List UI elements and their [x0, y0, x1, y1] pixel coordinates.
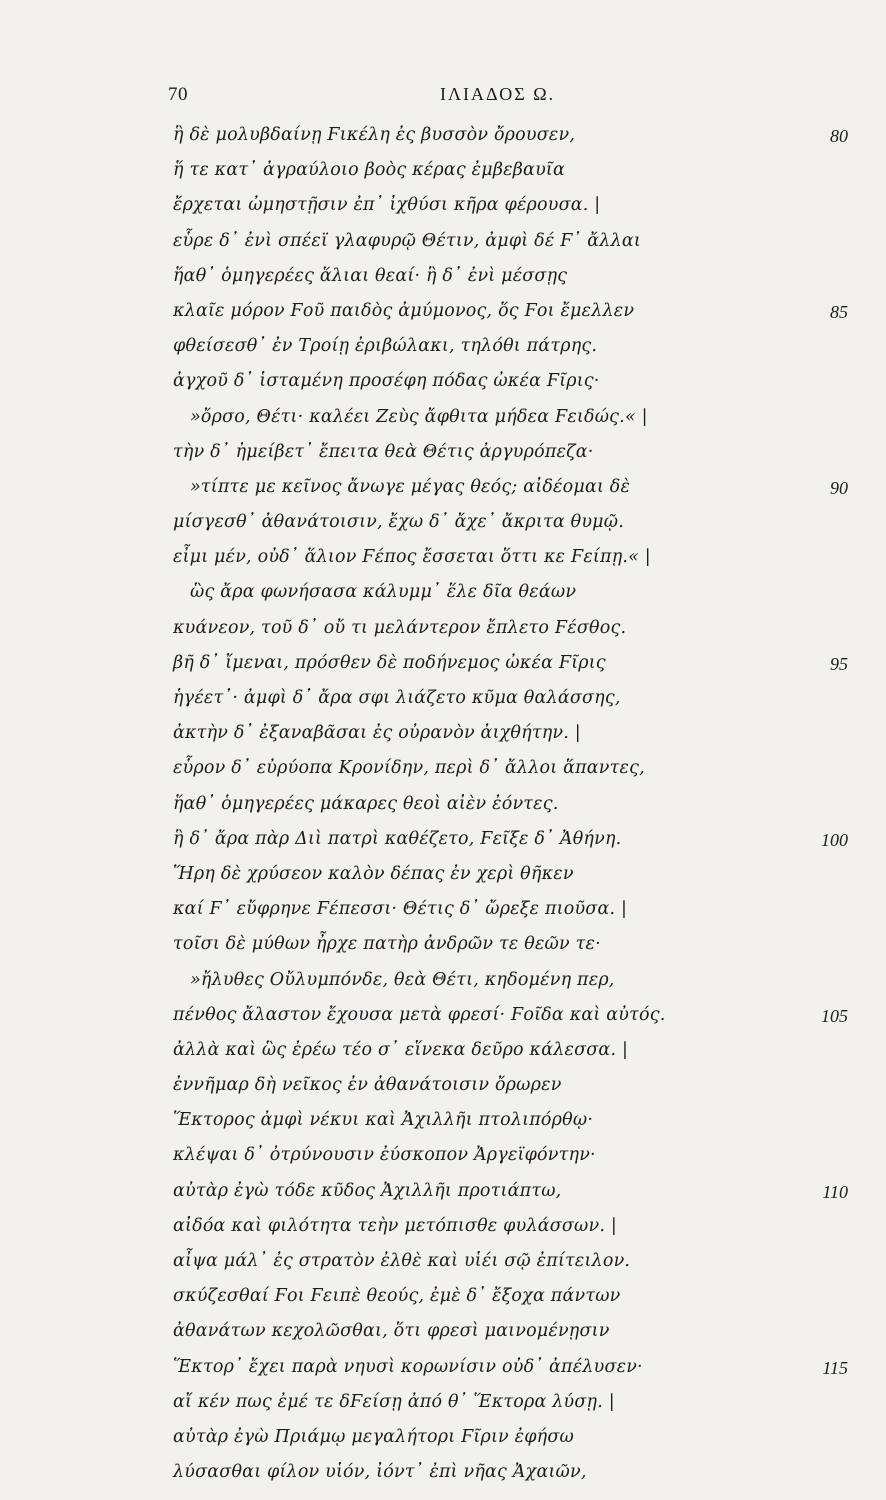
verse-line [0, 226, 886, 261]
verse-line [0, 542, 886, 577]
verse-text: αἶψα μάλ᾽ ἐς στρατὸν ἐλθὲ καὶ υἱέι σῷ ἐπίτειλον. [173, 1251, 631, 1271]
verse-text: αὐτὰρ ἐγὼ Πριάμῳ μεγαλήτορι Ϝῖριν ἐφήσω [173, 1426, 574, 1447]
verse-line [0, 331, 886, 366]
verse-line [0, 190, 886, 225]
verse-line [0, 718, 886, 753]
verse-line [0, 789, 886, 824]
verse-text: σκύζεσθαί Ϝοι Ϝειπὲ θεούς, ἐμὲ δ᾽ ἔξοχα πάντων [173, 1286, 621, 1307]
verse-text: βῆ δ᾽ ἴμεναι, πρόσθεν δὲ ποδήνεμος ὠκέα Ϝῖρις [173, 652, 606, 673]
verse-line [0, 1176, 886, 1211]
line-number: 90 [830, 477, 848, 498]
page-number: 70 [168, 84, 188, 105]
verse-text: κλαῖε μόρον Ϝοῦ παιδὸς ἀμύμονος, ὅς Ϝοι ἔμελλεν [173, 300, 635, 321]
verse-line [0, 613, 886, 648]
line-number: 80 [830, 126, 848, 146]
verse-line [0, 155, 886, 190]
verse-line [0, 1000, 886, 1035]
verse-line [0, 577, 886, 612]
verse-text: τοῖσι δὲ μύθων ἦρχε πατὴρ ἀνδρῶν τε θεῶν τε· [173, 934, 601, 955]
verse-line [0, 366, 886, 401]
verse-line [0, 1140, 886, 1175]
verse-block [0, 120, 886, 1492]
line-number: 110 [822, 1181, 848, 1202]
line-number: 95 [830, 653, 848, 674]
verse-line [0, 437, 886, 472]
verse-line [0, 507, 886, 542]
verse-line [0, 296, 886, 331]
verse-text: φθείσεσθ᾽ ἐν Τροίῃ ἐριβώλακι, τηλόθι πάτρης. [173, 336, 598, 357]
verse-text: κυάνεον, τοῦ δ᾽ οὔ τι μελάντερον ἔπλετο Ϝέσθος. [173, 617, 627, 638]
verse-text: καί Ϝ᾽ εὔφρηνε Ϝέπεσσι· Θέτις δ᾽ ὤρεξε πιοῦσα. | [173, 899, 628, 920]
verse-line [0, 1352, 886, 1387]
verse-text: »ὄρσο, Θέτι· καλέει Ζεὺς ἄφθιτα μήδεα Ϝειδώς.« | [190, 406, 648, 427]
verse-text: πένθος ἄλαστον ἔχουσα μετὰ φρεσί· Ϝοῖδα καὶ αὐτός. [173, 1004, 666, 1025]
running-head [168, 84, 858, 114]
verse-text: ἣ δὲ μολυβδαίνῃ Ϝικέλη ἐς βυσσὸν ὄρουσεν, [173, 125, 576, 145]
verse-text: ἣ δ᾽ ἄρα πὰρ Διὶ πατρὶ καθέζετο, Ϝεῖξε δ᾽ Ἀθήνη. [173, 828, 622, 849]
verse-text: αἴ κέν πως ἐμέ τε δϜείσῃ ἀπό θ᾽ Ἕκτορα λύσῃ. | [173, 1391, 615, 1412]
verse-text: ἡγέετ᾽· ἀμφὶ δ᾽ ἄρα σφι λιάζετο κῦμα θαλάσσης, [173, 688, 621, 708]
verse-line [0, 1211, 886, 1246]
verse-text: »ἤλυθες Οὔλυμπόνδε, θεὰ Θέτι, κηδομένη περ, [190, 969, 615, 990]
line-number: 115 [822, 1357, 848, 1378]
verse-text: λύσασθαι φίλον υἱόν, ἰόντ᾽ ἐπὶ νῆας Ἀχαιῶν, [173, 1462, 587, 1483]
verse-text: Ἕκτορ᾽ ἔχει παρὰ νηυσὶ κορωνίσιν οὐδ᾽ ἀπέλυσεν· [173, 1356, 643, 1377]
verse-line [0, 120, 886, 155]
verse-line [0, 1281, 886, 1316]
verse-text: ὣς ἄρα φωνήσασα κάλυμμ᾽ ἕλε δῖα θεάων [190, 582, 577, 603]
verse-text: ἥ τε κατ᾽ ἀγραύλοιο βοὸς κέρας ἐμβεβαυῖα [173, 160, 565, 181]
verse-line [0, 965, 886, 1000]
verse-line [0, 1422, 886, 1457]
verse-text: κλέψαι δ᾽ ὀτρύνουσιν ἐύσκοπον Ἀργεϊφόντην· [173, 1145, 596, 1166]
verse-line [0, 929, 886, 964]
verse-line [0, 648, 886, 683]
verse-line [0, 1105, 886, 1140]
verse-text: Ἕκτορος ἀμφὶ νέκυι καὶ Ἀχιλλῆι πτολιπόρθῳ· [173, 1110, 594, 1131]
verse-line [0, 1035, 886, 1070]
verse-line [0, 1387, 886, 1422]
line-number: 100 [821, 829, 848, 850]
verse-text: ἀκτὴν δ᾽ ἐξαναβᾶσαι ἐς οὐρανὸν ἀιχθήτην. | [173, 723, 581, 744]
verse-line [0, 1070, 886, 1105]
book-title: ΙΛΙΑΔΟΣ Ω. [440, 84, 556, 104]
verse-text: μίσγεσθ᾽ ἀθανάτοισιν, ἔχω δ᾽ ἄχε᾽ ἄκριτα θυμῷ. [173, 512, 624, 533]
verse-text: εἶμι μέν, οὐδ᾽ ἅλιον Ϝέπος ἔσσεται ὅττι κε Ϝείπῃ.« | [173, 547, 651, 568]
verse-line [0, 683, 886, 718]
verse-text: αἰδόα καὶ φιλότητα τεὴν μετόπισθε φυλάσσων. | [173, 1215, 617, 1236]
verse-text: »τίπτε με κεῖνος ἄνωγε μέγας θεός; αἰδέομαι δὲ [190, 476, 631, 497]
verse-text: ἀθανάτων κεχολῶσθαι, ὅτι φρεσὶ μαινομένῃσιν [173, 1321, 610, 1342]
verse-line [0, 261, 886, 296]
verse-line [0, 824, 886, 859]
verse-text: Ἥρη δὲ χρύσεον καλὸν δέπας ἐν χερὶ θῆκεν [173, 863, 574, 884]
verse-text: εὗρον δ᾽ εὐρύοπα Κρονίδην, περὶ δ᾽ ἄλλοι ἅπαντες, [173, 758, 645, 779]
verse-text: ἔρχεται ὠμηστῇσιν ἐπ᾽ ἰχθύσι κῆρα φέρουσα. | [173, 195, 601, 216]
line-number: 105 [821, 1005, 848, 1026]
verse-line [0, 1246, 886, 1281]
verse-line [0, 859, 886, 894]
verse-line [0, 1457, 886, 1492]
verse-line [0, 402, 886, 437]
line-number: 85 [830, 301, 848, 322]
verse-text: ἥαθ᾽ ὁμηγερέες ἅλιαι θεαί· ἣ δ᾽ ἐνὶ μέσσῃς [173, 265, 568, 286]
verse-line [0, 894, 886, 929]
verse-line [0, 753, 886, 788]
verse-text: εὗρε δ᾽ ἐνὶ σπέεϊ γλαφυρῷ Θέτιν, ἀμφὶ δέ Ϝ᾽ ἄλλαι [173, 230, 641, 251]
verse-line [0, 472, 886, 507]
verse-text: ἐννῆμαρ δὴ νεῖκος ἐν ἀθανάτοισιν ὄρωρεν [173, 1075, 562, 1096]
verse-text: αὐτὰρ ἐγὼ τόδε κῦδος Ἀχιλλῆι προτιάπτω, [173, 1180, 562, 1201]
verse-text: ἀλλὰ καὶ ὣς ἐρέω τέο σ᾽ εἵνεκα δεῦρο κάλεσσα. | [173, 1039, 629, 1060]
verse-text: ἀγχοῦ δ᾽ ἱσταμένη προσέφη πόδας ὠκέα Ϝῖρις· [173, 371, 600, 392]
verse-line [0, 1316, 886, 1351]
verse-text: ἥαθ᾽ ὁμηγερέες μάκαρες θεοὶ αἰὲν ἐόντες. [173, 793, 559, 814]
verse-text: τὴν δ᾽ ἠμείβετ᾽ ἔπειτα θεὰ Θέτις ἀργυρόπεζα· [173, 441, 594, 462]
